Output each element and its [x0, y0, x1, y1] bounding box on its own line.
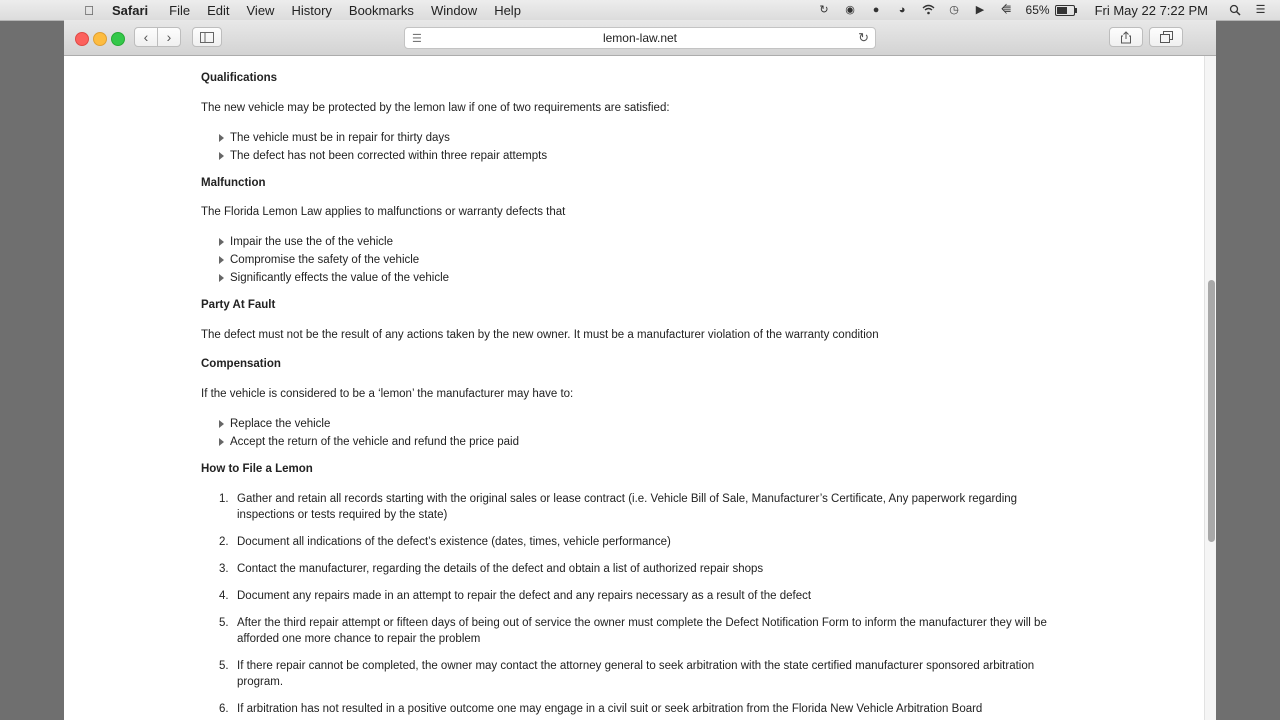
reader-icon[interactable]: ☰ [412, 33, 422, 45]
close-window-button[interactable] [75, 32, 89, 46]
menu-clock[interactable]: Fri May 22 7:22 PM [1094, 2, 1208, 18]
list-item: Accept the return of the vehicle and refund the price paid [201, 434, 519, 450]
menu-window[interactable]: Window [430, 2, 478, 18]
search-icon[interactable] [1228, 4, 1241, 17]
time-machine-icon[interactable]: ◷ [949, 3, 959, 16]
malfunction-intro: The Florida Lemon Law applies to malfunctions or warranty defects that [201, 206, 566, 218]
heading-how-to-file: How to File a Lemon [201, 463, 313, 475]
menu-file[interactable]: File [169, 2, 191, 18]
bullet-triangle-icon [219, 438, 224, 446]
volume-icon[interactable]: ▶ [975, 3, 985, 16]
list-item: Compromise the safety of the vehicle [201, 252, 419, 268]
ghost-icon[interactable]: ◕ [898, 3, 906, 16]
list-item: Significantly effects the value of the vehicle [201, 270, 449, 286]
back-button[interactable] [134, 27, 158, 47]
scrollbar-thumb[interactable] [1208, 280, 1215, 542]
menu-history[interactable]: History [291, 2, 332, 18]
bullet-triangle-icon [219, 238, 224, 246]
sidebar-icon [200, 32, 214, 43]
party-at-fault-text: The defect must not be the result of any actions taken by the new owner. It must be a manufacturer violation of the warranty condition [201, 329, 879, 341]
compensation-intro: If the vehicle is considered to be a ‘lemon’ the manufacturer may have to: [201, 388, 574, 400]
address-url[interactable]: lemon-law.net [602, 31, 678, 45]
menu-view[interactable]: View [246, 2, 275, 18]
list-item: The defect has not been corrected within three repair attempts [201, 148, 547, 164]
heading-compensation: Compensation [201, 358, 281, 370]
address-bar[interactable] [404, 27, 876, 49]
reload-icon[interactable]: ↻ [858, 30, 869, 45]
forward-icon: › [166, 29, 172, 45]
sync-icon[interactable]: ↻ [819, 3, 829, 16]
list-item: Replace the vehicle [201, 416, 330, 432]
menu-bar [0, 0, 1280, 21]
notification-bell-icon[interactable]: ● [872, 3, 880, 16]
apple-icon[interactable] [80, 3, 98, 18]
heading-malfunction: Malfunction [201, 177, 266, 189]
bluetooth-icon[interactable]: ⭅ [1001, 3, 1011, 16]
tabs-icon [1160, 31, 1173, 43]
heading-qualifications: Qualifications [201, 72, 278, 84]
forward-button[interactable] [157, 27, 181, 47]
heading-party-at-fault: Party At Fault [201, 299, 276, 311]
browser-toolbar [64, 20, 1216, 56]
battery-percentage: 65% [1025, 3, 1050, 17]
menu-help[interactable]: Help [494, 2, 521, 18]
menu-bookmarks[interactable]: Bookmarks [348, 2, 414, 18]
qualifications-intro: The new vehicle may be protected by the lemon law if one of two requirements are satisfied: [201, 102, 670, 114]
sidebar-button[interactable] [192, 27, 222, 47]
vertical-scrollbar[interactable] [1204, 56, 1216, 720]
list-item: Impair the use the of the vehicle [201, 234, 393, 250]
battery-icon[interactable] [1055, 5, 1075, 16]
bullet-triangle-icon [219, 152, 224, 160]
browser-window [64, 20, 1216, 720]
record-icon[interactable]: ◉ [845, 3, 855, 16]
tabs-button[interactable] [1149, 27, 1183, 47]
notification-center-icon[interactable]: ☰ [1255, 3, 1266, 16]
bullet-triangle-icon [219, 274, 224, 282]
bullet-triangle-icon [219, 134, 224, 142]
bullet-triangle-icon [219, 420, 224, 428]
web-content: Qualifications The new vehicle may be protected by the lemon law if one of two requirements are satisfied: The vehicle must be in repair for thirty days The defect has not been corrected within three repair attempts Malfunction The Florida Lemon Law applies to malfunctions or warranty defects that Impair the use the of the vehicle Compromise the safety of the vehicle Significantly effects the value of the vehicle Party At Fault The defect must not be the result of any actions taken by the new owner. It must be a manufacturer violation of the warranty condition Compensation If the vehicle is considered to be a ‘lemon’ the manufacturer may have to: Replace the vehicle Accept the return of the vehicle and refund the price paid How to File a Lemon 1. Gather and retain all records starting with the original sales or lease contract (i.e. Vehicle Bill of Sale, Manufacturer’s Certificate, Any paperwork regarding inspections or tests required by the state) 2. Document all indications of the defect’s existence (dates, times, vehicle performance) 3. Contact the manufacturer, regarding the details of the defect and obtain a list of authorized repair shops 4. Document any repairs made in an attempt to repair the defect and any repairs necessary as a result of the defect 5. After the third repair attempt or fifteen days of being out of service the owner must complete the Defect Notification Form to inform the manufacturer they will be afforded one more chance to repair the problem 5. If there repair cannot be completed, the owner may contact the attorney general to seek arbitration with the state certified manufacturer sponsored arbitration program. 6. If arbitration has not resulted in a positive outcome one may engage in a civil suit or seek arbitration from the Florida New Vehicle Arbitration Board [64, 56, 1204, 720]
menu-app-name[interactable]: Safari [112, 2, 149, 18]
minimize-window-button[interactable] [93, 32, 107, 46]
bullet-triangle-icon [219, 256, 224, 264]
back-icon: ‹ [143, 29, 149, 45]
list-item: The vehicle must be in repair for thirty days [201, 130, 450, 146]
wifi-icon[interactable] [922, 4, 935, 17]
zoom-window-button[interactable] [111, 32, 125, 46]
battery-level [1057, 7, 1067, 14]
share-icon [1120, 31, 1132, 44]
menu-edit[interactable]: Edit [207, 2, 230, 18]
share-button[interactable] [1109, 27, 1143, 47]
